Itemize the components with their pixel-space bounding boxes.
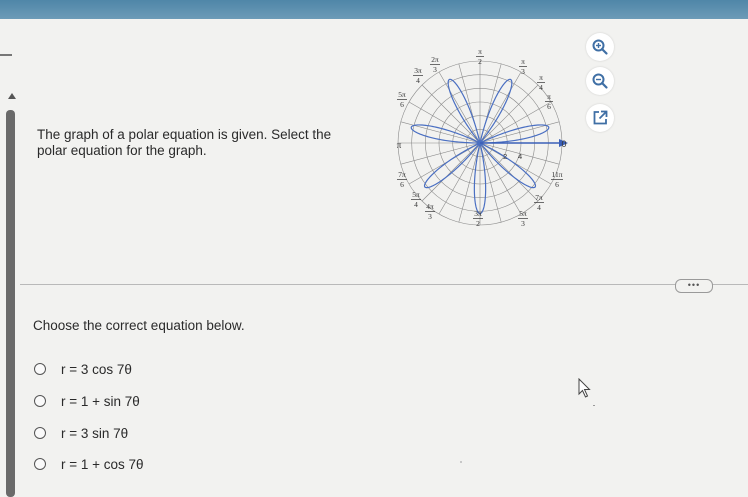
label-den: 2 — [478, 57, 482, 66]
label-pi-6 — [545, 92, 553, 111]
mouse-cursor-icon — [578, 378, 592, 398]
svg-text:2π: 2π — [431, 55, 439, 64]
svg-text:4: 4 — [416, 76, 420, 85]
zoom-out-button[interactable] — [586, 67, 614, 95]
label-7pi-6 — [397, 170, 407, 189]
zoom-in-button[interactable] — [586, 33, 614, 61]
grid-ray — [480, 143, 538, 201]
speck — [460, 461, 462, 463]
option-label[interactable]: r = 1 + sin 7θ — [61, 393, 140, 409]
radio-button[interactable] — [34, 458, 46, 470]
section-divider — [20, 284, 748, 285]
option-label[interactable]: r = 3 sin 7θ — [61, 425, 129, 441]
option-label[interactable]: r = 3 cos 7θ — [61, 361, 132, 377]
svg-text:7π: 7π — [398, 170, 406, 179]
radio-button[interactable] — [34, 395, 46, 407]
label-num: π — [478, 47, 482, 56]
radio-button[interactable] — [34, 427, 46, 439]
grid-ray — [439, 72, 480, 143]
label-5pi-3 — [518, 209, 528, 228]
option-2[interactable] — [34, 392, 140, 410]
label-5pi-4 — [411, 190, 421, 209]
scroll-up-icon[interactable] — [8, 93, 16, 99]
svg-text:6: 6 — [400, 180, 404, 189]
svg-text:5π: 5π — [519, 209, 527, 218]
svg-text:3: 3 — [521, 219, 525, 228]
option-3[interactable] — [34, 424, 128, 442]
radio-button[interactable] — [34, 363, 46, 375]
svg-text:7π: 7π — [535, 193, 543, 202]
instruction-text: Choose the correct equation below. — [33, 318, 245, 333]
label-pi-3 — [519, 57, 527, 76]
svg-text:4π: 4π — [426, 202, 434, 211]
label-2pi-3 — [430, 55, 440, 74]
top-bar — [0, 0, 748, 19]
svg-text:4: 4 — [537, 203, 541, 212]
svg-text:11π: 11π — [551, 170, 563, 179]
more-button[interactable]: ••• — [675, 279, 713, 293]
svg-text:5π: 5π — [398, 90, 406, 99]
zoom-out-icon — [591, 72, 609, 90]
question-text: The graph of a polar equation is given. Select the polar equation for the graph. — [37, 127, 332, 158]
popout-button[interactable] — [586, 104, 614, 132]
svg-text:3: 3 — [428, 212, 432, 221]
svg-text:π: π — [539, 73, 543, 82]
scrollbar[interactable] — [6, 110, 15, 497]
collapse-handle[interactable] — [0, 54, 12, 56]
label-pi-2 — [476, 47, 484, 66]
label-11pi-6 — [551, 170, 563, 189]
label-ring-2: 2 — [503, 152, 508, 161]
svg-text:6: 6 — [400, 100, 404, 109]
option-4[interactable] — [34, 455, 144, 473]
option-label[interactable]: r = 1 + cos 7θ — [61, 456, 144, 472]
svg-text:π: π — [547, 92, 551, 101]
option-1[interactable] — [34, 360, 132, 378]
svg-text:4: 4 — [539, 83, 543, 92]
label-pi: π — [396, 140, 402, 150]
svg-text:π: π — [521, 57, 525, 66]
svg-text:6: 6 — [547, 102, 551, 111]
label-zero: 0 — [561, 139, 567, 149]
svg-text:3: 3 — [521, 67, 525, 76]
label-4pi-3 — [425, 202, 435, 221]
label-ring-4: 4 — [518, 152, 523, 161]
label-5pi-6 — [397, 90, 407, 109]
svg-text:4: 4 — [414, 200, 418, 209]
svg-text:3π: 3π — [474, 209, 482, 218]
label-3pi-4 — [413, 66, 423, 85]
svg-text:6: 6 — [555, 180, 559, 189]
speck — [593, 405, 595, 406]
zoom-in-icon — [591, 38, 609, 56]
label-7pi-4 — [534, 193, 544, 212]
grid-ray — [480, 72, 521, 143]
grid-ray — [422, 143, 480, 201]
polar-graph-svg — [383, 37, 583, 247]
svg-text:2: 2 — [476, 219, 480, 228]
svg-text:3π: 3π — [414, 66, 422, 75]
svg-text:3: 3 — [433, 65, 437, 74]
svg-text:5π: 5π — [412, 190, 420, 199]
label-pi-4 — [537, 73, 545, 92]
polar-graph — [383, 37, 583, 247]
external-link-icon — [591, 109, 609, 127]
